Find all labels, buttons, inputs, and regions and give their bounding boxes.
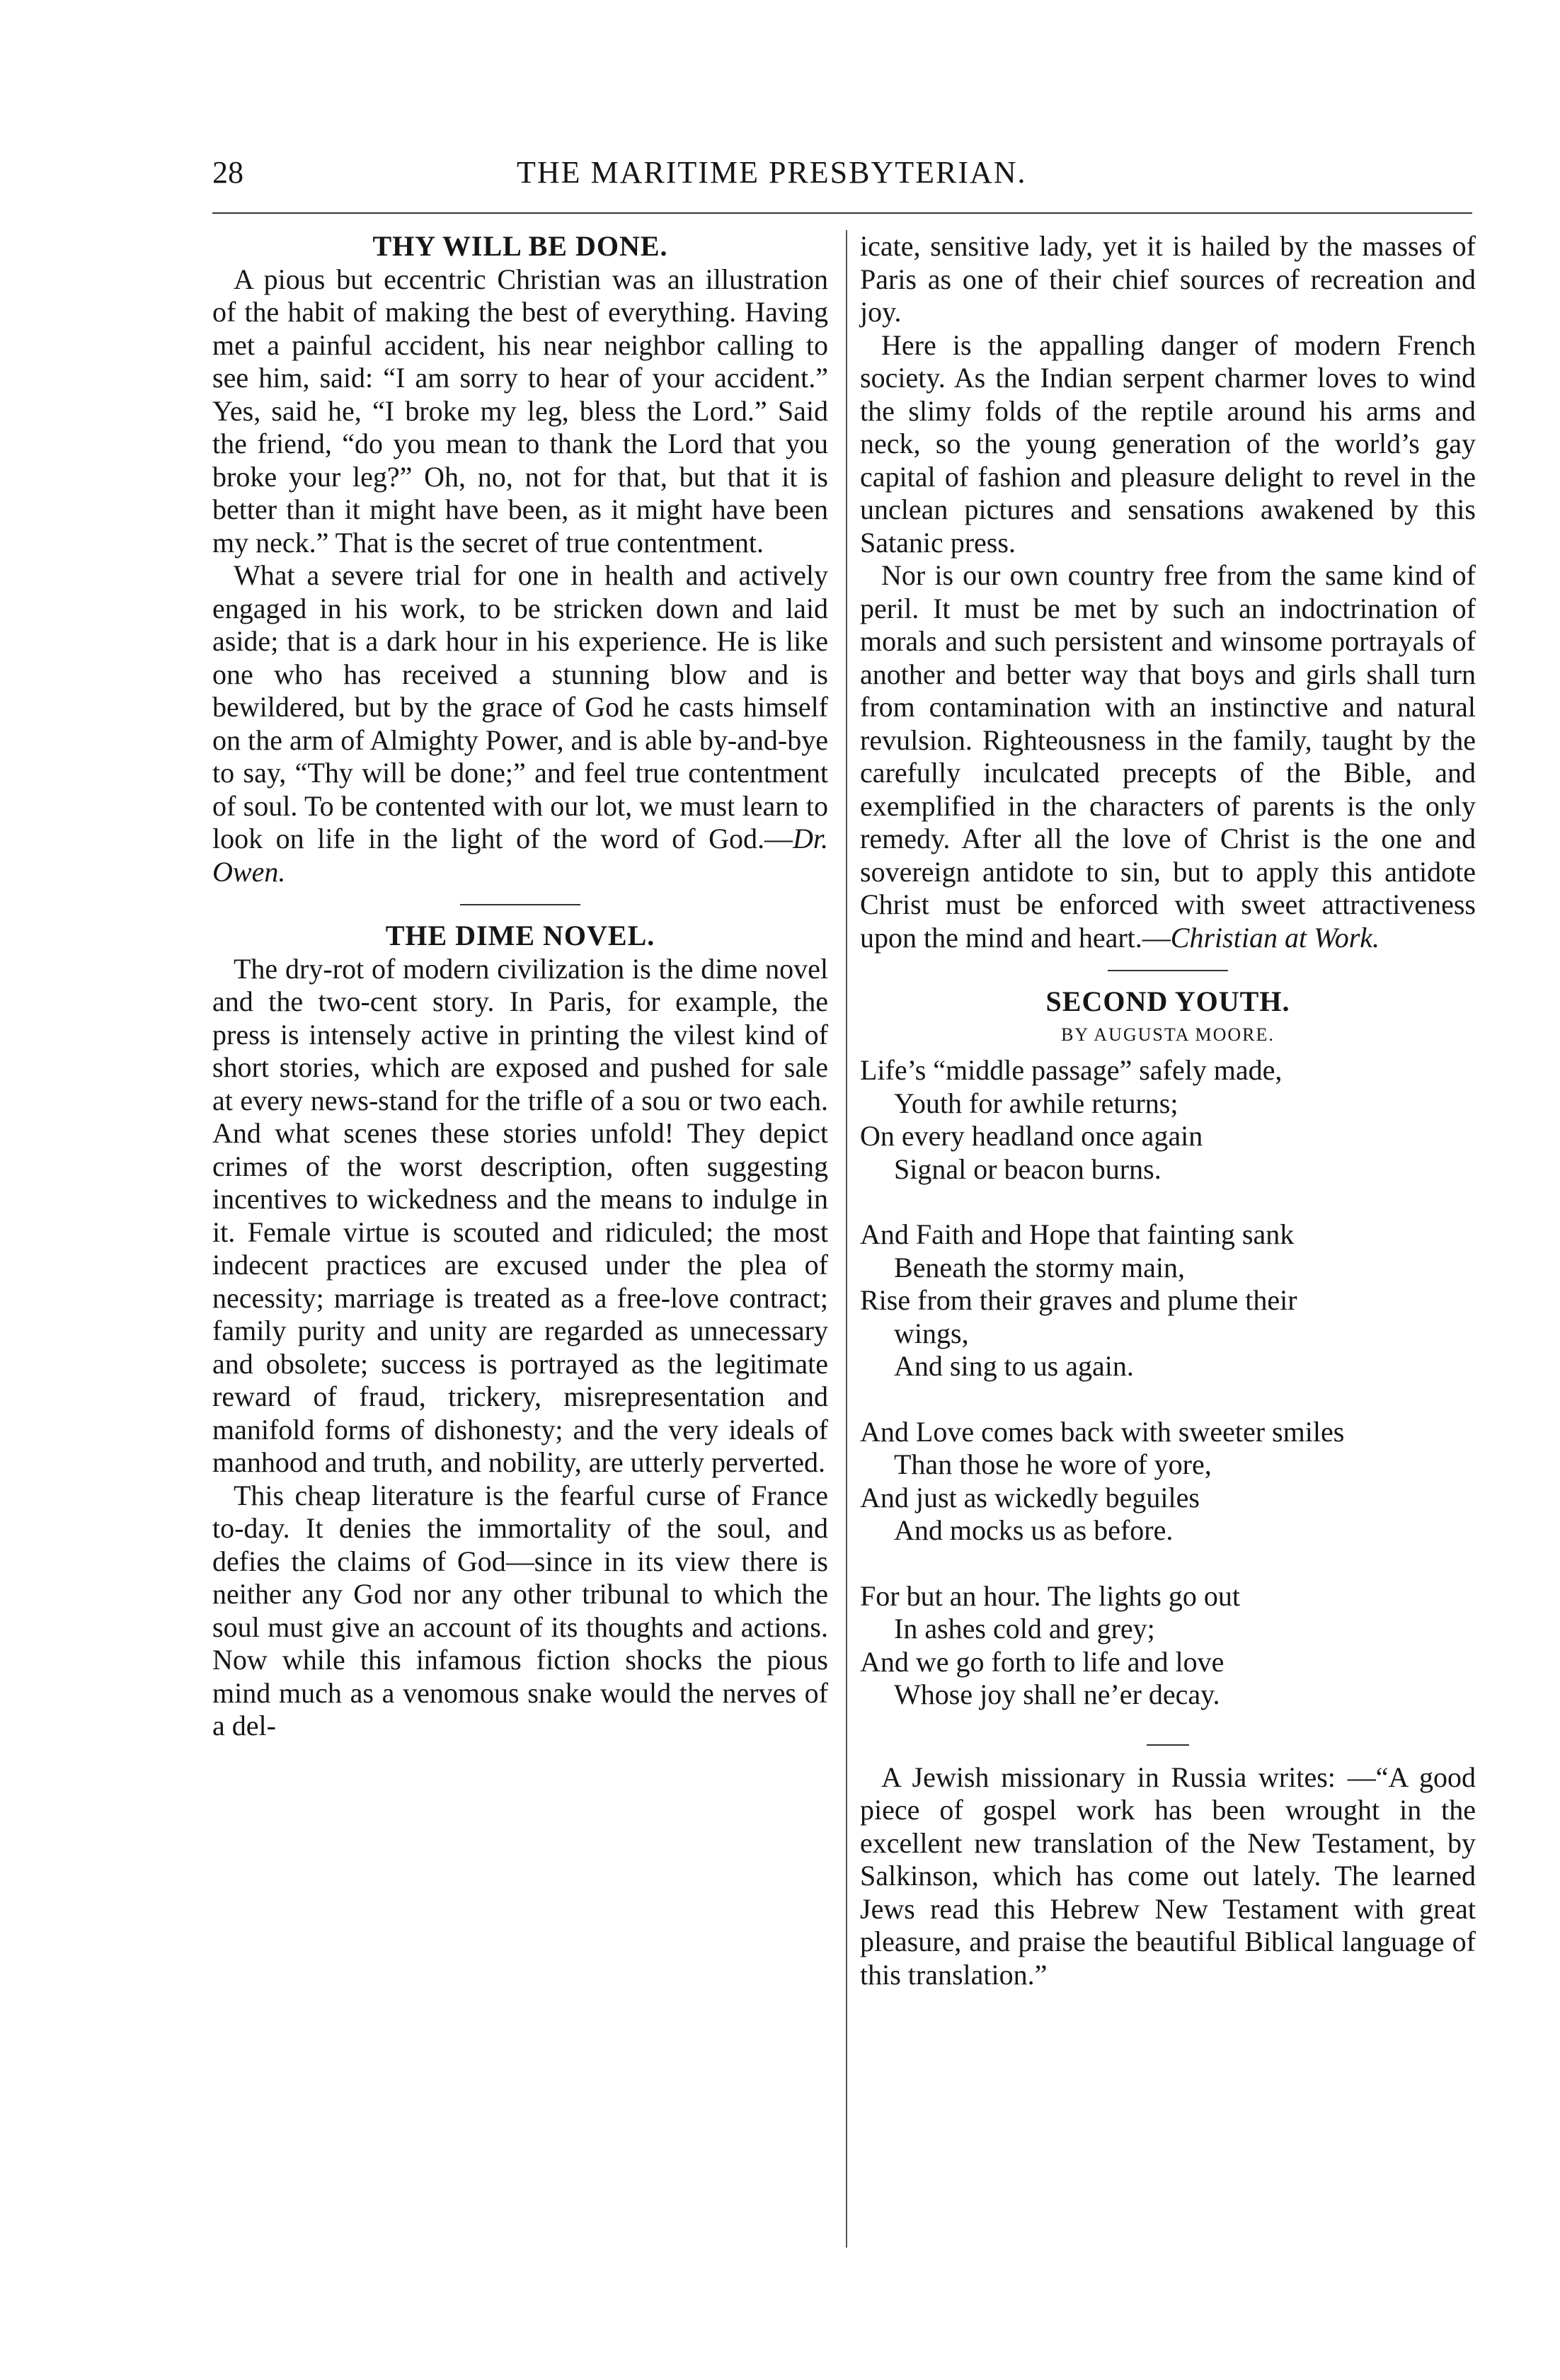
attribution: Christian at Work. — [1170, 921, 1380, 954]
poem-line: For but an hour. The lights go out — [860, 1579, 1241, 1612]
section-rule — [1147, 1744, 1189, 1746]
poem-line: And just as wickedly beguiles — [860, 1481, 1200, 1514]
news-note: A Jewish missionary in Russia writes: —“A good piece of gospel work has been wrought in the excellent new translation of the New Testament, by Salkinson, which has come out lately. The learned Jews read this Hebrew New Testament with great pleasure, and praise the beautiful Biblical language of this translation.” — [860, 1761, 1476, 1991]
article-paragraph: This cheap literature is the fearful curse of France to-day. It denies the immortality of the soul, and defies the claims of God—since in its view there is neither any God nor any other tribunal to which the soul must give an account of its thoughts and actions. Now while this infamous fiction shocks the pious mind much as a venomous snake would the nerves of a del- — [212, 1479, 828, 1741]
right-column — [860, 230, 1476, 1991]
page-number: 28 — [212, 155, 243, 190]
poem-title: SECOND YOUTH. — [1045, 985, 1290, 1017]
poem-line: Youth for awhile returns; — [894, 1087, 1178, 1119]
poem-line: Whose joy shall ne’er decay. — [894, 1678, 1220, 1710]
poem-line: And sing to us again. — [894, 1350, 1134, 1382]
section-rule — [1108, 970, 1228, 971]
poem-line: On every headland once again — [860, 1120, 1203, 1152]
continued-paragraph: icate, sensitive lady, yet it is hailed by the masses of Paris as one of their chief sources of recreation and joy. — [860, 230, 1476, 328]
poem-line: In ashes cold and grey; — [894, 1613, 1155, 1644]
running-title: THE MARITIME PRESBYTERIAN. — [517, 155, 1027, 190]
poem-line: And Faith and Hope that fainting sank — [860, 1218, 1295, 1250]
article-heading-dime-novel: THE DIME NOVEL. — [385, 920, 655, 951]
article-heading-thy-will-be-done: THY WILL BE DONE. — [372, 230, 668, 262]
poem-byline: BY AUGUSTA MOORE. — [1061, 1024, 1275, 1045]
poem-stanza — [860, 1218, 1476, 1383]
article-paragraph: Here is the appalling danger of modern French society. As the Indian serpent charmer loves to wind the slimy folds of the reptile around his arms and neck, so the young generation of the world’s gay capital of fashion and pleasure delight to revel in the unclean pictures and sensations awakened by this Satanic press. — [860, 328, 1476, 559]
paragraph-text: Nor is our own country free from the same kind of peril. It must be met by such an indoctrination of morals and such persistent and winsome portrayals of another and better way that boys and girls shall turn from contamination with an instinctive and natural revulsion. Righteousness in the family, taught by the carefully inculcated precepts of the Bible, and exemplified in the characters of parents is the only remedy. After all the love of Christ is the one and sovereign antidote to sin, but to apply this antidote Christ must be enforced with sweet attractiveness upon the mind and heart.— — [860, 559, 1476, 954]
attribution: Dr. Owen. — [212, 823, 828, 888]
article-paragraph-last — [212, 559, 828, 888]
poem-stanza — [860, 1580, 1476, 1712]
page-header — [212, 154, 1479, 197]
header-rule — [212, 212, 1472, 214]
article-paragraph-last — [860, 559, 1476, 954]
poem-line: Signal or beacon burns. — [894, 1152, 1162, 1185]
poem-line: Than those he wore of yore, — [894, 1448, 1212, 1480]
poem-line: Life’s “middle passage” safely made, — [860, 1054, 1283, 1086]
poem-line: wings, — [894, 1317, 969, 1349]
section-rule — [460, 904, 580, 905]
poem-stanza — [860, 1054, 1476, 1186]
left-column — [212, 230, 828, 1743]
poem-stanza — [860, 1416, 1476, 1547]
column-divider — [846, 230, 847, 2248]
poem-line: And Love comes back with sweeter smiles — [860, 1415, 1345, 1448]
poem-line: Beneath the stormy main, — [894, 1251, 1186, 1283]
poem-line: Rise from their graves and plume their — [860, 1284, 1297, 1316]
article-paragraph: A pious but eccentric Christian was an illustration of the habit of making the best of everything. Having met a painful accident, his near neighbor calling to see him, said: “I am sorry to hear of your accident.” Yes, said he, “I broke my leg, bless the Lord.” Said the friend, “do you mean to thank the Lord that you broke your leg?” Oh, no, not for that, but that it is better than it might have been, as it might have been my neck.” That is the secret of true contentment. — [212, 263, 828, 559]
poem-line: And we go forth to life and love — [860, 1645, 1225, 1678]
poem-line: And mocks us as before. — [894, 1514, 1174, 1546]
paragraph-text: What a severe trial for one in health and actively engaged in his work, to be stricken down and laid aside; that is a dark hour in his experience. He is like one who has received a stunning blow and is bewildered, but by the grace of God he casts himself on the arm of Almighty Power, and is able by-and-bye to say, “Thy will be done;” and feel true contentment of soul. To be contented with our lot, we must learn to look on life in the light of the word of God.— — [212, 559, 828, 854]
article-paragraph: The dry-rot of modern civilization is the dime novel and the two-cent story. In Paris, for example, the press is intensely active in printing the vilest kind of short stories, which are exposed and pushed for sale at every news-stand for the trifle of a sou or two each. And what scenes these stories unfold! They depict crimes of the worst description, often suggesting incentives to wickedness and the means to indulge in it. Female virtue is scouted and ridiculed; the most indecent practices are excused under the plea of necessity; marriage is treated as a free-love contract; family purity and unity are regarded as unnecessary and obsolete; success is portrayed as the legitimate reward of fraud, trickery, misrepresentation and manifold forms of dishonesty; and the very ideals of manhood and truth, and nobility, are utterly perverted. — [212, 952, 828, 1478]
